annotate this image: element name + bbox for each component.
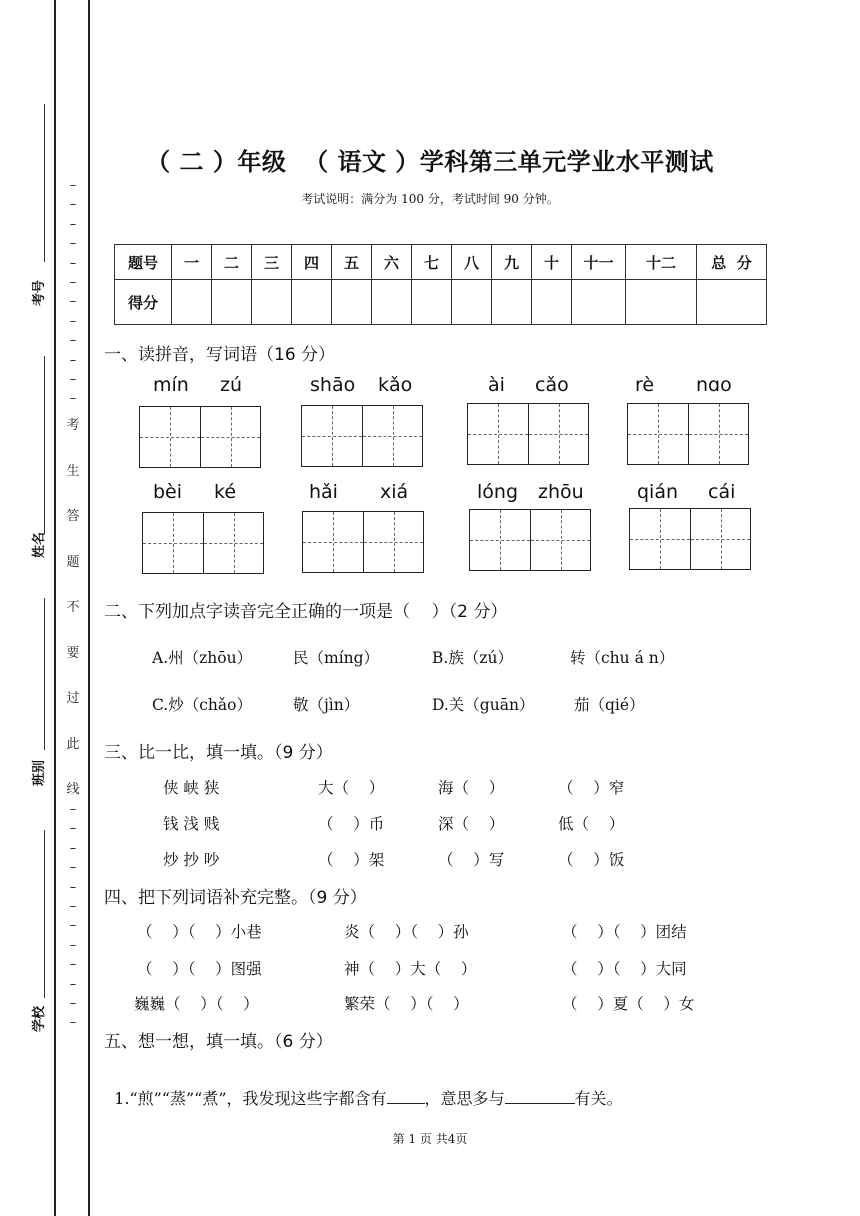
q4-fill: （ ）（ ）大同 [562,960,687,978]
warning-char: 不 [66,600,80,615]
warning-char: 过 [66,691,80,706]
header-cell: 五 [332,245,372,280]
warning-char: 此 [66,736,80,752]
pinyin-4b: nɑo [696,374,732,396]
pinyin-6a: hǎi [309,481,338,503]
score-cell[interactable] [412,280,452,325]
section-1-heading: 一、读拼音，写词语（16 分） [104,345,336,365]
q5-text-3: 有关。 [574,1089,623,1108]
q3-chars-3: 炒 抄 吵 [163,851,220,869]
header-cell: 七 [412,245,452,280]
dash-column-bottom: – – – – – – – – – – – – [69,802,77,1031]
score-cell[interactable] [372,280,412,325]
score-cell[interactable] [626,280,697,325]
pinyin-2b: kǎo [378,374,413,396]
q4-fill: （ ）（ ）小巷 [137,923,262,941]
writing-grid[interactable] [302,511,424,573]
pinyin-3a: ài [488,374,505,396]
score-table [114,244,767,325]
score-cell[interactable] [452,280,492,325]
header-cell: 十 [532,245,572,280]
margin-line-right [88,0,90,1216]
pinyin-4a: rè [635,374,655,396]
section-4-heading: 四、把下列词语补充完整。（9 分） [104,888,367,908]
writing-grid[interactable] [627,403,749,465]
q4-fill: 巍巍（ ）（ ） [134,995,259,1013]
score-row-label: 得分 [115,280,172,325]
warning-char: 考 [66,418,80,433]
pinyin-1b: zú [220,374,243,396]
q3-fill: 低（ ） [558,815,625,833]
header-cell: 八 [452,245,492,280]
q3-fill: （ ）架 [318,851,385,869]
q4-fill: 神（ ）大（ ） [344,960,477,978]
header-cell: 二 [212,245,252,280]
option-d1: D.关（guān） [432,696,535,714]
writing-grid[interactable] [139,406,261,468]
header-cell: 十二 [626,245,697,280]
writing-grid[interactable] [301,405,423,467]
fill-line-school [44,830,45,998]
q3-fill: 海（ ） [438,779,505,797]
option-b2: 转（chu á n） [570,649,675,667]
q5-text-1: 1.“煎”“蒸”“煮”，我发现这些字都含有 [114,1089,387,1108]
section-3-heading: 三、比一比，填一填。（9 分） [104,743,333,763]
option-a1: A.州（zhōu） [152,649,253,667]
writing-grid[interactable] [142,512,264,574]
label-exam-no: 考号 [32,279,47,306]
margin-line-left [54,0,56,1216]
score-cell[interactable] [572,280,626,325]
header-cell: 九 [492,245,532,280]
header-cell: 十一 [572,245,626,280]
q3-fill: （ ）币 [318,815,385,833]
pinyin-2a: shāo [310,374,356,396]
q5-text-2: ，意思多与 [424,1089,505,1108]
header-cell: 四 [292,245,332,280]
writing-grid[interactable] [467,403,589,465]
answer-blank[interactable] [387,1087,425,1104]
score-cell[interactable] [532,280,572,325]
pinyin-8a: qián [637,481,679,503]
pinyin-5a: bèi [153,481,183,503]
answer-blank[interactable] [505,1087,575,1104]
header-cell: 一 [172,245,212,280]
pinyin-8b: cái [708,481,736,503]
q3-fill: 深（ ） [438,815,505,833]
fill-line-name [44,356,45,534]
q3-fill: （ ）饭 [558,851,625,869]
score-cell[interactable] [212,280,252,325]
option-c2: 敬（jìn） [293,696,360,714]
q3-fill: （ ）写 [438,851,505,869]
header-cell: 总 分 [697,245,767,280]
header-cell: 六 [372,245,412,280]
score-cell[interactable] [252,280,292,325]
page-title: （ 二 ）年级 （ 语文 ）学科第三单元学业水平测试 [146,148,714,176]
pinyin-1a: mín [153,374,189,396]
warning-char: 答 [66,509,80,524]
header-cell: 三 [252,245,292,280]
pinyin-7a: lóng [477,481,519,503]
option-c1: C.炒（chǎo） [152,696,252,714]
section-2-heading: 二、下列加点字读音完全正确的一项是（ ）（2 分） [104,602,508,622]
q3-chars-1: 侠 峡 狭 [163,779,220,797]
fill-line-class [44,598,45,750]
pinyin-5b: ké [214,481,237,503]
label-name: 姓名 [32,531,47,558]
q5-item-1 [104,1067,623,1109]
warning-char: 要 [66,645,80,661]
label-school: 学校 [32,1005,47,1032]
score-cell[interactable] [172,280,212,325]
q4-fill: （ ）夏（ ）女 [562,995,695,1013]
q3-fill: （ ）窄 [558,779,625,797]
fill-line-exam-no [44,104,45,262]
pinyin-7b: zhōu [538,481,584,503]
score-table-header-row [115,245,767,280]
warning-char: 生 [66,463,80,479]
score-cell[interactable] [697,280,767,325]
option-a2: 民（míng） [293,649,380,667]
page-footer: 第 1 页 共4页 [392,1132,468,1146]
pinyin-3b: cǎo [535,374,569,396]
writing-grid[interactable] [469,509,591,571]
warning-char: 线 [66,782,80,797]
warning-char: 题 [66,554,80,570]
q4-fill: （ ）（ ）图强 [137,960,262,978]
score-cell[interactable] [332,280,372,325]
exam-note: 考试说明：满分为 100 分，考试时间 90 分钟。 [301,192,559,206]
writing-grid[interactable] [629,508,751,570]
q4-fill: 繁荣（ ）（ ） [344,995,469,1013]
option-b1: B.族（zú） [432,649,513,667]
pinyin-6b: xiá [380,481,409,503]
section-5-heading: 五、想一想，填一填。（6 分） [104,1032,333,1052]
dash-column-top: – – – – – – – – – – – – [69,178,77,407]
score-table-score-row [115,280,767,325]
q3-fill: 大（ ） [318,779,385,797]
score-cell[interactable] [292,280,332,325]
header-cell: 题号 [115,245,172,280]
option-d2: 茄（qié） [574,696,645,714]
label-class: 班别 [32,759,47,786]
warning-column [66,414,80,824]
score-cell[interactable] [492,280,532,325]
q4-fill: （ ）（ ）团结 [562,923,687,941]
q3-chars-2: 钱 浅 贱 [163,815,220,833]
q4-fill: 炎（ ）（ ）孙 [344,923,469,941]
